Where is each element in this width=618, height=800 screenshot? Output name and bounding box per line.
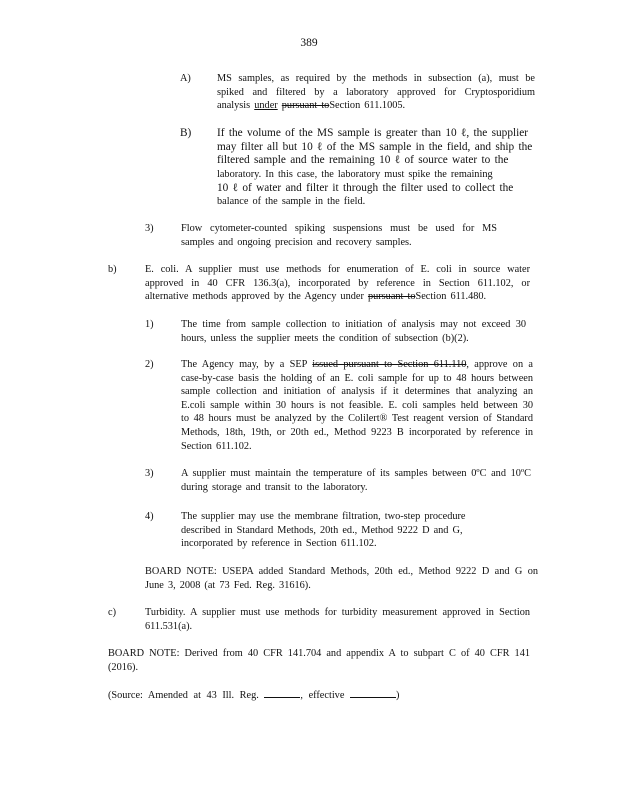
section-b-text-before: E. coli. A supplier must use methods for enumeration of E. coli in source water approved in 40 CFR 136.3(a), incorporated by reference in Section 611.102, or alternative methods approved by the Agency under: [145, 264, 530, 303]
source-prefix: (Source: Amended at 43 Ill. Reg.: [108, 690, 259, 701]
item-a-text-before: MS samples, as required by the methods in subsection (a), must be spiked and filtered by a laboratory approved for Cryptosporidium analysis: [217, 73, 535, 112]
section-c-label: c): [108, 607, 116, 618]
section-b-item-4-label: 4): [145, 511, 154, 522]
section-b-label: b): [108, 264, 117, 275]
board-note: BOARD NOTE: Derived from 40 CFR 141.704 and appendix A to subpart C of 40 CFR 141 (2016).: [108, 648, 530, 673]
section-b-item-4-line-3: incorporated by reference in Section 611.102.: [181, 538, 377, 550]
blank-reg-line: [264, 688, 300, 698]
item-a-label: A): [180, 73, 191, 84]
section-b-board-note: BOARD NOTE: USEPA added Standard Methods, 20th ed., Method 9222 D and G on June 3, 2008 (at 73 Fed. Reg. 31616).: [145, 566, 538, 591]
section-b-text-after: Section 611.480.: [415, 291, 487, 303]
item-a-inserted: under: [254, 100, 278, 112]
source-line: [108, 688, 438, 703]
section-b-item-2-label: 2): [145, 359, 154, 370]
section-c-text: Turbidity. A supplier must use methods for turbidity measurement approved in Section 611.531(a).: [145, 607, 530, 632]
item-3-label: 3): [145, 223, 154, 234]
item-b-line-1: If the volume of the MS sample is greater than 10 ℓ, the supplier: [217, 127, 529, 139]
section-b-item-2-text: [181, 358, 533, 453]
section-b-item-1-text: The time from sample collection to initiation of analysis may not exceed 30 hours, unless the supplier meets the condition of subsection (b)(2).: [181, 319, 526, 344]
section-b-deleted: pursuant to: [367, 291, 416, 303]
item-b-line-3: filtered sample and the remaining 10 ℓ of source water to the: [217, 154, 509, 167]
section-b-text: [145, 263, 530, 304]
item-3-text: Flow cytometer-counted spiking suspensions must be used for MS samples and ongoing precision and recovery samples.: [181, 223, 497, 248]
section-b-item-2-text-after: , approve on a case-by-case basis the holding of an E. coli sample for up to 48 hours between sample collection and initiation of analysis if it determines that analyzing an E.coli sample within 30 hours is not feasible. E. coli samples held between 30 to 48 hours must be analyzed by the Colilert® Test reagent version of Standard Methods, 18th, 19th, or 20th ed., Method 9223 B incorporated by reference in Section 611.102.: [181, 359, 533, 452]
source-middle: , effective: [300, 690, 345, 701]
item-a-deleted: pursuant to: [281, 100, 330, 112]
section-b-item-2-deleted: issued pursuant to Section 611.110: [312, 359, 467, 370]
section-b-item-2-text-before: The Agency may, by a SEP: [181, 359, 313, 370]
source-suffix: ): [395, 690, 400, 701]
item-b-line-6: balance of the sample in the field.: [217, 196, 366, 208]
section-b-item-3-text: A supplier must maintain the temperature of its samples between 0ºC and 10ºC during storage and transit to the laboratory.: [181, 468, 531, 493]
item-b-line-5: 10 ℓ of water and filter it through the filter used to collect the: [217, 181, 514, 194]
blank-effective-line: [350, 688, 396, 698]
item-b-line-4: laboratory. In this case, the laboratory must spike the remaining: [217, 168, 493, 180]
item-b-label: B): [180, 127, 192, 139]
section-b-item-4-line-2: described in Standard Methods, 20th ed., Method 9222 D and G,: [181, 524, 463, 536]
item-b-text: [217, 127, 535, 209]
item-b-line-2: may filter all but 10 ℓ of the MS sample in the field, and ship the: [217, 140, 533, 153]
section-b-item-1-label: 1): [145, 319, 154, 330]
item-a-text: [217, 72, 535, 113]
section-b-item-3-label: 3): [145, 468, 154, 479]
page-number: 389: [300, 37, 318, 49]
section-b-item-4-text: [181, 510, 493, 551]
section-b-item-4-line-1: The supplier may use the membrane filtration, two-step procedure: [181, 511, 466, 522]
item-a-text-after: Section 611.1005.: [329, 100, 406, 112]
